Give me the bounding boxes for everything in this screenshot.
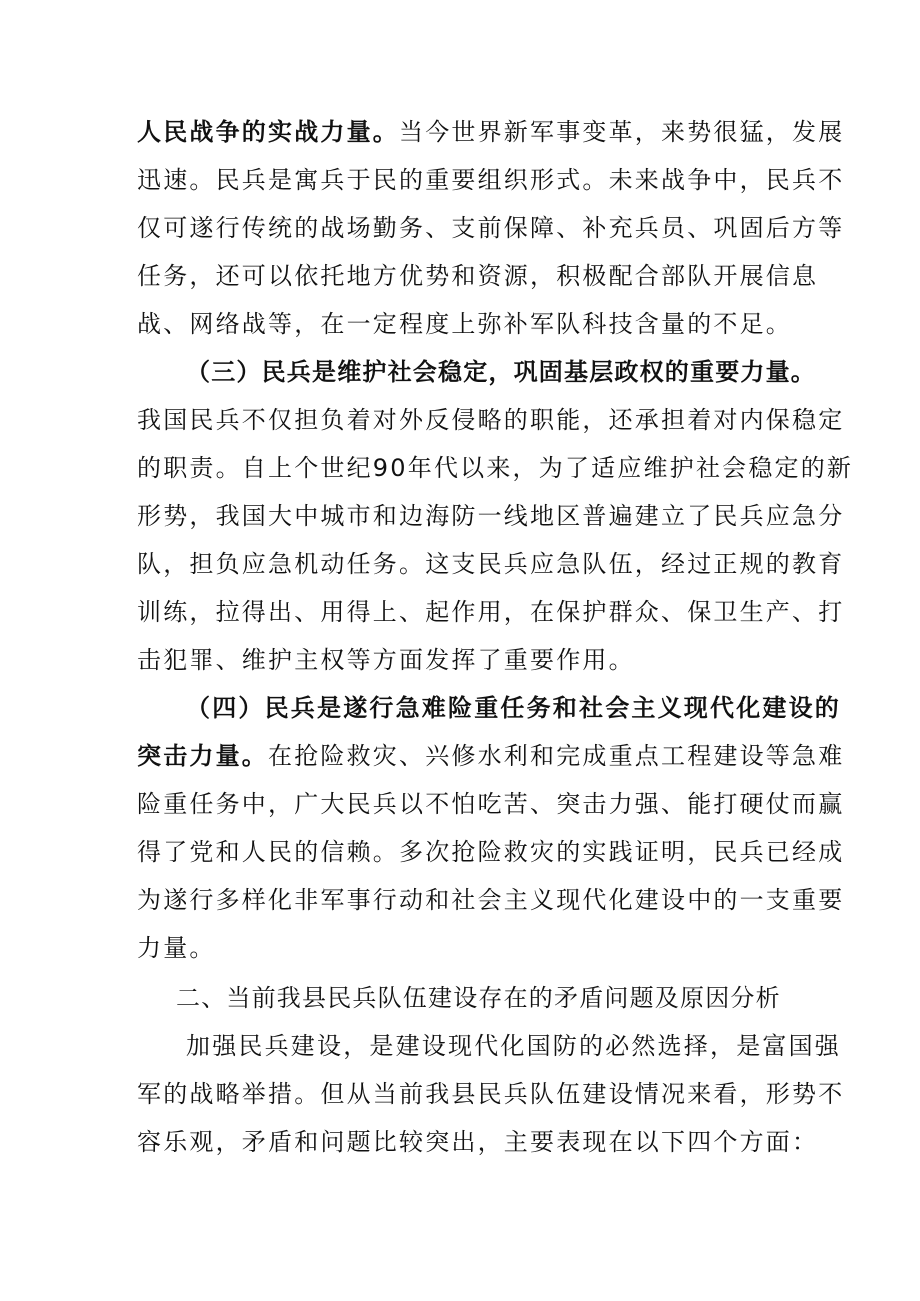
para3-line1	[137, 740, 844, 772]
para3-line5: 力量。	[137, 934, 216, 962]
para3-line4: 为遂行多样化非军事行动和社会主义现代化建设中的一支重要	[137, 886, 845, 914]
para4-line3: 容乐观，矛盾和问题比较突出，主要表现在以下四个方面：	[137, 1128, 819, 1156]
para3-line3: 得了党和人民的信赖。多次抢险救灾的实践证明，民兵已经成	[137, 838, 845, 866]
para3-heading: （四）民兵是遂行急难险重任务和社会主义现代化建设的	[186, 694, 841, 722]
para2-line4: 队，担负应急机动任务。这支民兵应急队伍，经过正规的教育	[137, 550, 845, 578]
para1-line1	[137, 116, 844, 148]
para3-bold-lead: 突击力量。	[137, 742, 268, 770]
para1-line4: 任务，还可以依托地方优势和资源，积极配合部队开展信息	[137, 262, 819, 290]
para4-line2: 军的战略举措。但从当前我县民兵队伍建设情况来看，形势不	[137, 1080, 845, 1108]
section2-heading: 二、当前我县民兵队伍建设存在的矛盾问题及原因分析	[176, 984, 781, 1012]
para2-line5: 训练，拉得出、用得上、起作用，在保护群众、保卫生产、打	[137, 598, 845, 626]
para1-line1-text: 当今世界新军事变革，来势很猛，发展	[399, 118, 845, 146]
para2-line1: 我国民兵不仅担负着对外反侵略的职能，还承担着对内保稳定	[137, 406, 845, 434]
para1-line5: 战、网络战等，在一定程度上弥补军队科技含量的不足。	[137, 310, 792, 338]
para2-line6: 击犯罪、维护主权等方面发挥了重要作用。	[137, 646, 635, 674]
para2-heading: （三）民兵是维护社会稳定，巩固基层政权的重要力量。	[186, 358, 816, 386]
para3-line2: 险重任务中，广大民兵以不怕吃苦、突击力强、能打硬仗而赢	[137, 790, 845, 818]
para1-line3: 仅可遂行传统的战场勤务、支前保障、补充兵员、巩固后方等	[137, 214, 845, 242]
para4-line1: 加强民兵建设，是建设现代化国防的必然选择，是富国强	[186, 1032, 841, 1060]
para2-line2: 的职责。自上个世纪90年代以来，为了适应维护社会稳定的新	[137, 454, 854, 482]
para1-line2: 迅速。民兵是寓兵于民的重要组织形式。未来战争中，民兵不	[137, 166, 845, 194]
para2-line3: 形势，我国大中城市和边海防一线地区普遍建立了民兵应急分	[137, 502, 845, 530]
para3-line1-text: 在抢险救灾、兴修水利和完成重点工程建设等急难	[268, 742, 845, 770]
para1-bold-lead: 人民战争的实战力量。	[137, 118, 399, 146]
